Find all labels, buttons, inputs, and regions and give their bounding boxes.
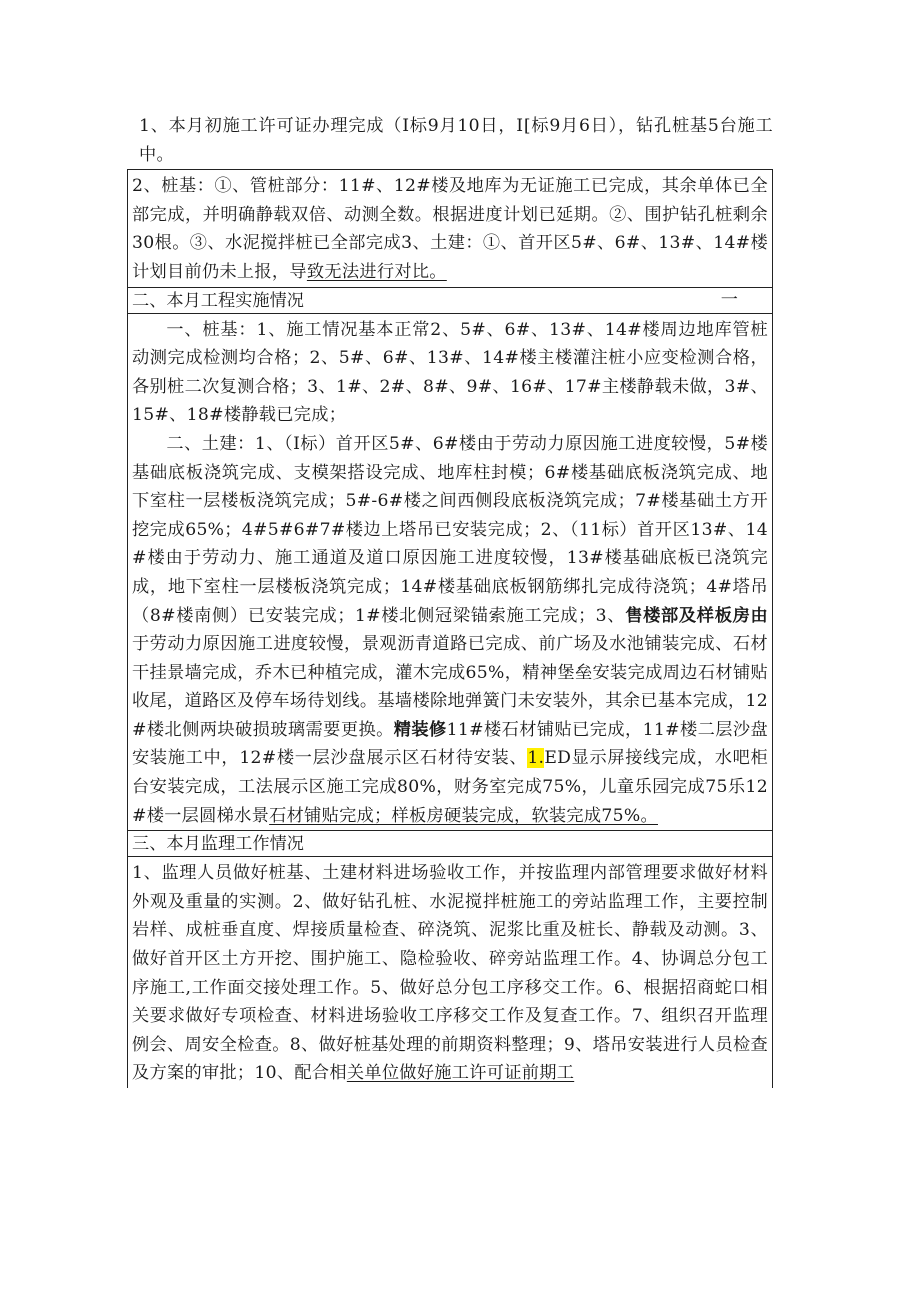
civil-text-part4: ED显示屏接线完成，水吧柜台安装完成，工法展示区施工完成80%，财务室完成75%，儿童乐园完成75乐12#楼一层圆梯水景 [132,748,768,826]
civil-text-part1: 二、土建：1、（Ⅰ标）首开区5#、6#楼由于劳动力原因施工进度较慢，5#楼基础底板浇筑完成、支模架搭设完成、地库柱封模；6#楼基础底板浇筑完成、地下室柱一层楼板浇筑完成；5#-6#楼之间西侧段底板浇筑完成；7#楼基础土方开挖完成65%；4#5#6#7#楼边上塔吊已安装完成；2、（11标）首开区13#、14#楼由于劳动力、施工通道及道口原因施工进度较慢，13#楼基础底板已浇筑完成，地下室柱一层楼板浇筑完成；14#楼基础底板钢筋绑扎完成待浇筑；4#塔吊（8#楼南侧）已安装完成；1#楼北侧冠梁锚索施工完成；3、 [132,433,768,626]
civil-bold-sales-office: 售楼部及样板房由 [625,605,768,626]
civil-highlighted-text: 1. [527,748,545,769]
civil-progress-paragraph [132,430,768,830]
supervision-text: 1、监理人员做好桩基、土建材料进场验收工作，并按监理内部管理要求做好材料外观及重量的实测。2、做好钻孔桩、水泥搅拌桩施工的旁站监理工作，主要控制岩样、成桩垂直度、焊接质量检查、碎浇筑、泥浆比重及桩长、静载及动测。3、做好首开区土方开挖、围护施工、隐检验收、碎旁站监理工作。4、协调总分包工序施工,工作面交接处理工作。5、做好总分包工序移交工作。6、根据招商蛇口相关要求做好专项检查、材料进场验收工序移交工作及复查工作。7、组织召开监理例会、周安全检查。8、做好桩基处理的前期资料整理；9、塔吊安装进行人员检查及方案的审批；10、配合相 [132,863,768,1084]
section-two-content-cell [128,314,772,832]
section-three-content-cell [128,857,772,1088]
section-three-heading-row [128,831,772,857]
pile-progress-paragraph: 一、桩基：1、施工情况基本正常2、5#、6#、13#、14#楼周边地库管桩动测完成检测均合格；2、5#、6#、13#、14#楼主楼灌注桩小应变检测合格，各别桩二次复测合格；3、1#、2#、8#、9#、16#、17#主楼静载未做，3#、15#、18#楼静载已完成； [132,319,768,426]
section-three-heading: 三、本月监理工作情况 [132,834,304,855]
section-two-heading-dash: 一 [720,289,738,310]
supervision-underlined-text: 关单位做好施工许可证前期工 [346,1063,575,1084]
intro-paragraph: 1、本月初施工许可证办理完成（Ⅰ标9月10日，Ⅰ[标9月6日），钻孔桩基5台施工中。 [139,116,773,165]
civil-text-part2: 于劳动力原因施工进度较慢，景观沥青道路已完成、前广场及水池铺装完成、石材干挂景墙完成，乔木已种植完成，灌木完成65%，精神堡垒安装完成周边石材铺贴收尾，道路区及停车场待划线。基墙楼除地弹簧门未安装外，其余已基本完成，12#楼北侧两块破损玻璃需要更换。 [132,634,768,740]
section-two-heading-row [128,288,772,314]
pile-summary-underlined-text: 致无法进行对比。 [306,261,447,282]
pile-summary-text: 2、桩基：①、管桩部分：11#、12#楼及地库为无证施工已完成，其余单体已全部完成，并明确静载双倍、动测全数。根据进度计划已延期。②、围护钻孔桩剩余30根。③、水泥搅拌桩已全部完成3、土建：①、首开区5#、6#、13#、14#楼计划目前仍未上报，导 [132,176,768,282]
civil-underlined-text: 石材铺贴完成；样板房硬装完成，软装完成75%。 [269,805,658,826]
civil-bold-fine-decoration: 精装修 [393,719,447,740]
civil-text-part3: 11#楼石材铺贴已完成，11#楼二层沙盘安装施工中，12#楼一层沙盘展示区石材待安装、 [132,719,769,769]
pile-summary-cell [128,170,772,287]
document-page [127,112,773,1088]
report-table [127,169,773,1088]
section-two-heading: 二、本月工程实施情况 [132,290,304,311]
